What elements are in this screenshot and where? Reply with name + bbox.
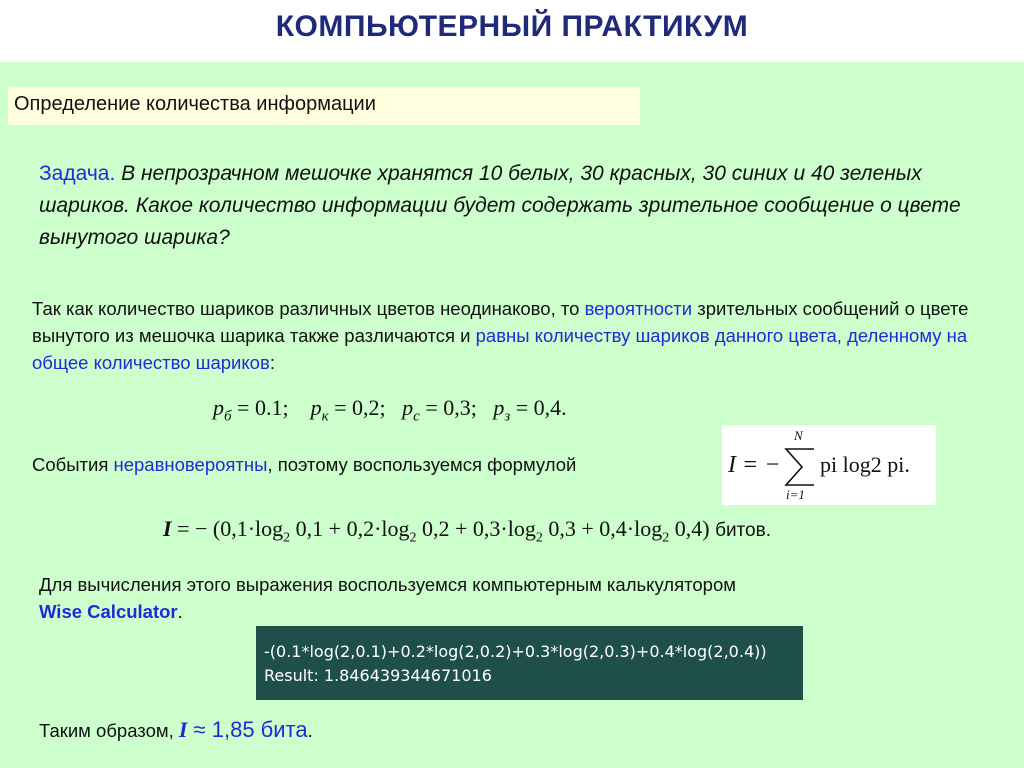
prob-subscript: б (224, 408, 232, 425)
conclusion-value: ≈ 1,85 бита (187, 717, 308, 742)
calc-part: 0,1 + 0,2·log (290, 516, 410, 541)
prob-symbol: p (402, 395, 414, 420)
calculator-text: Для вычисления этого выражения воспользуемся компьютерным калькулятором (39, 574, 736, 595)
task-text: В непрозрачном мешочке хранятся 10 белых, 30 красных, 30 синих и 40 зеленых шариков. Какое количество информации будет содержать зрительное сообщение о цвете вынутого шарика? (39, 162, 961, 249)
probabilities-line (213, 395, 567, 425)
explanation-part2: зрительных сообщений о цвете вынутого из мешочка шарика также различаются и (32, 298, 969, 346)
formula-lower: i=1 (786, 487, 805, 502)
page-title: КОМПЬЮТЕРНЫЙ ПРАКТИКУМ (275, 10, 749, 43)
calc-unit: битов. (715, 520, 771, 541)
formula-upper: N (794, 428, 803, 443)
prob-subscript: к (321, 408, 329, 425)
task-label: Задача. (39, 162, 116, 185)
prob-blue (402, 395, 477, 425)
calc-base: 2 (662, 530, 670, 546)
conclusion-prefix: Таким образом, (39, 720, 174, 741)
calc-part: = − (0,1·log (171, 516, 284, 541)
prob-symbol: p (493, 395, 505, 420)
calc-part: 0,4) (669, 516, 716, 541)
calc-base: 2 (409, 530, 417, 546)
calculator-app-name: Wise Calculator (39, 601, 178, 622)
calculation-line (163, 516, 771, 546)
explanation-part3: : (269, 352, 275, 373)
formula-box (722, 425, 936, 505)
subtitle-text: Определение количества информации (14, 93, 376, 115)
prob-red (310, 395, 386, 425)
prob-subscript: с (413, 408, 420, 425)
task-statement (39, 158, 989, 254)
calculator-expression: -(0.1*log(2,0.1)+0.2*log(2,0.2)+0.3*log(2,0.3)+0.4*log(2,0.4)) (264, 642, 767, 661)
calc-part: 0,3 + 0,4·log (542, 516, 663, 541)
calc-base: 2 (283, 530, 291, 546)
calc-base: 2 (535, 530, 543, 546)
explanation-paragraph (32, 295, 1002, 376)
calculator-result: Result: 1.846439344671016 (264, 666, 492, 685)
prob-white (213, 395, 289, 425)
sigma-icon (786, 449, 814, 485)
explanation-part1: Так как количество шариков различных цветов неодинаково, то (32, 298, 585, 319)
prob-symbol: p (213, 395, 224, 420)
events-part1: События (32, 454, 114, 475)
prob-value: = 0,2; (328, 395, 386, 420)
conclusion-end: . (307, 720, 313, 741)
prob-subscript: з (504, 408, 511, 425)
subtitle-box (8, 87, 640, 125)
events-line (32, 454, 576, 476)
explanation-link-probabilities: вероятности (584, 298, 693, 319)
prob-green (493, 395, 567, 425)
events-link: неравновероятны (113, 454, 268, 475)
formula-lhs: I = − (728, 452, 781, 478)
formula-term: pi log2 pi. (820, 452, 910, 477)
calc-lhs: I (163, 516, 172, 541)
calculator-output (256, 626, 803, 700)
explanation-link-ratio: равны количеству шариков данного цвета, деленному на общее количество шариков (32, 325, 968, 373)
prob-symbol: p (310, 395, 322, 420)
calculator-end: . (177, 601, 183, 622)
conclusion-line (39, 717, 313, 743)
prob-value: = 0,4. (510, 395, 567, 420)
calculator-paragraph (39, 571, 939, 625)
events-part2: , поэтому воспользуемся формулой (267, 454, 577, 475)
calc-part: 0,2 + 0,3·log (416, 516, 536, 541)
prob-value: = 0.1; (231, 395, 289, 420)
prob-value: = 0,3; (419, 395, 477, 420)
entropy-formula (722, 425, 936, 505)
conclusion-var: I (178, 717, 188, 742)
